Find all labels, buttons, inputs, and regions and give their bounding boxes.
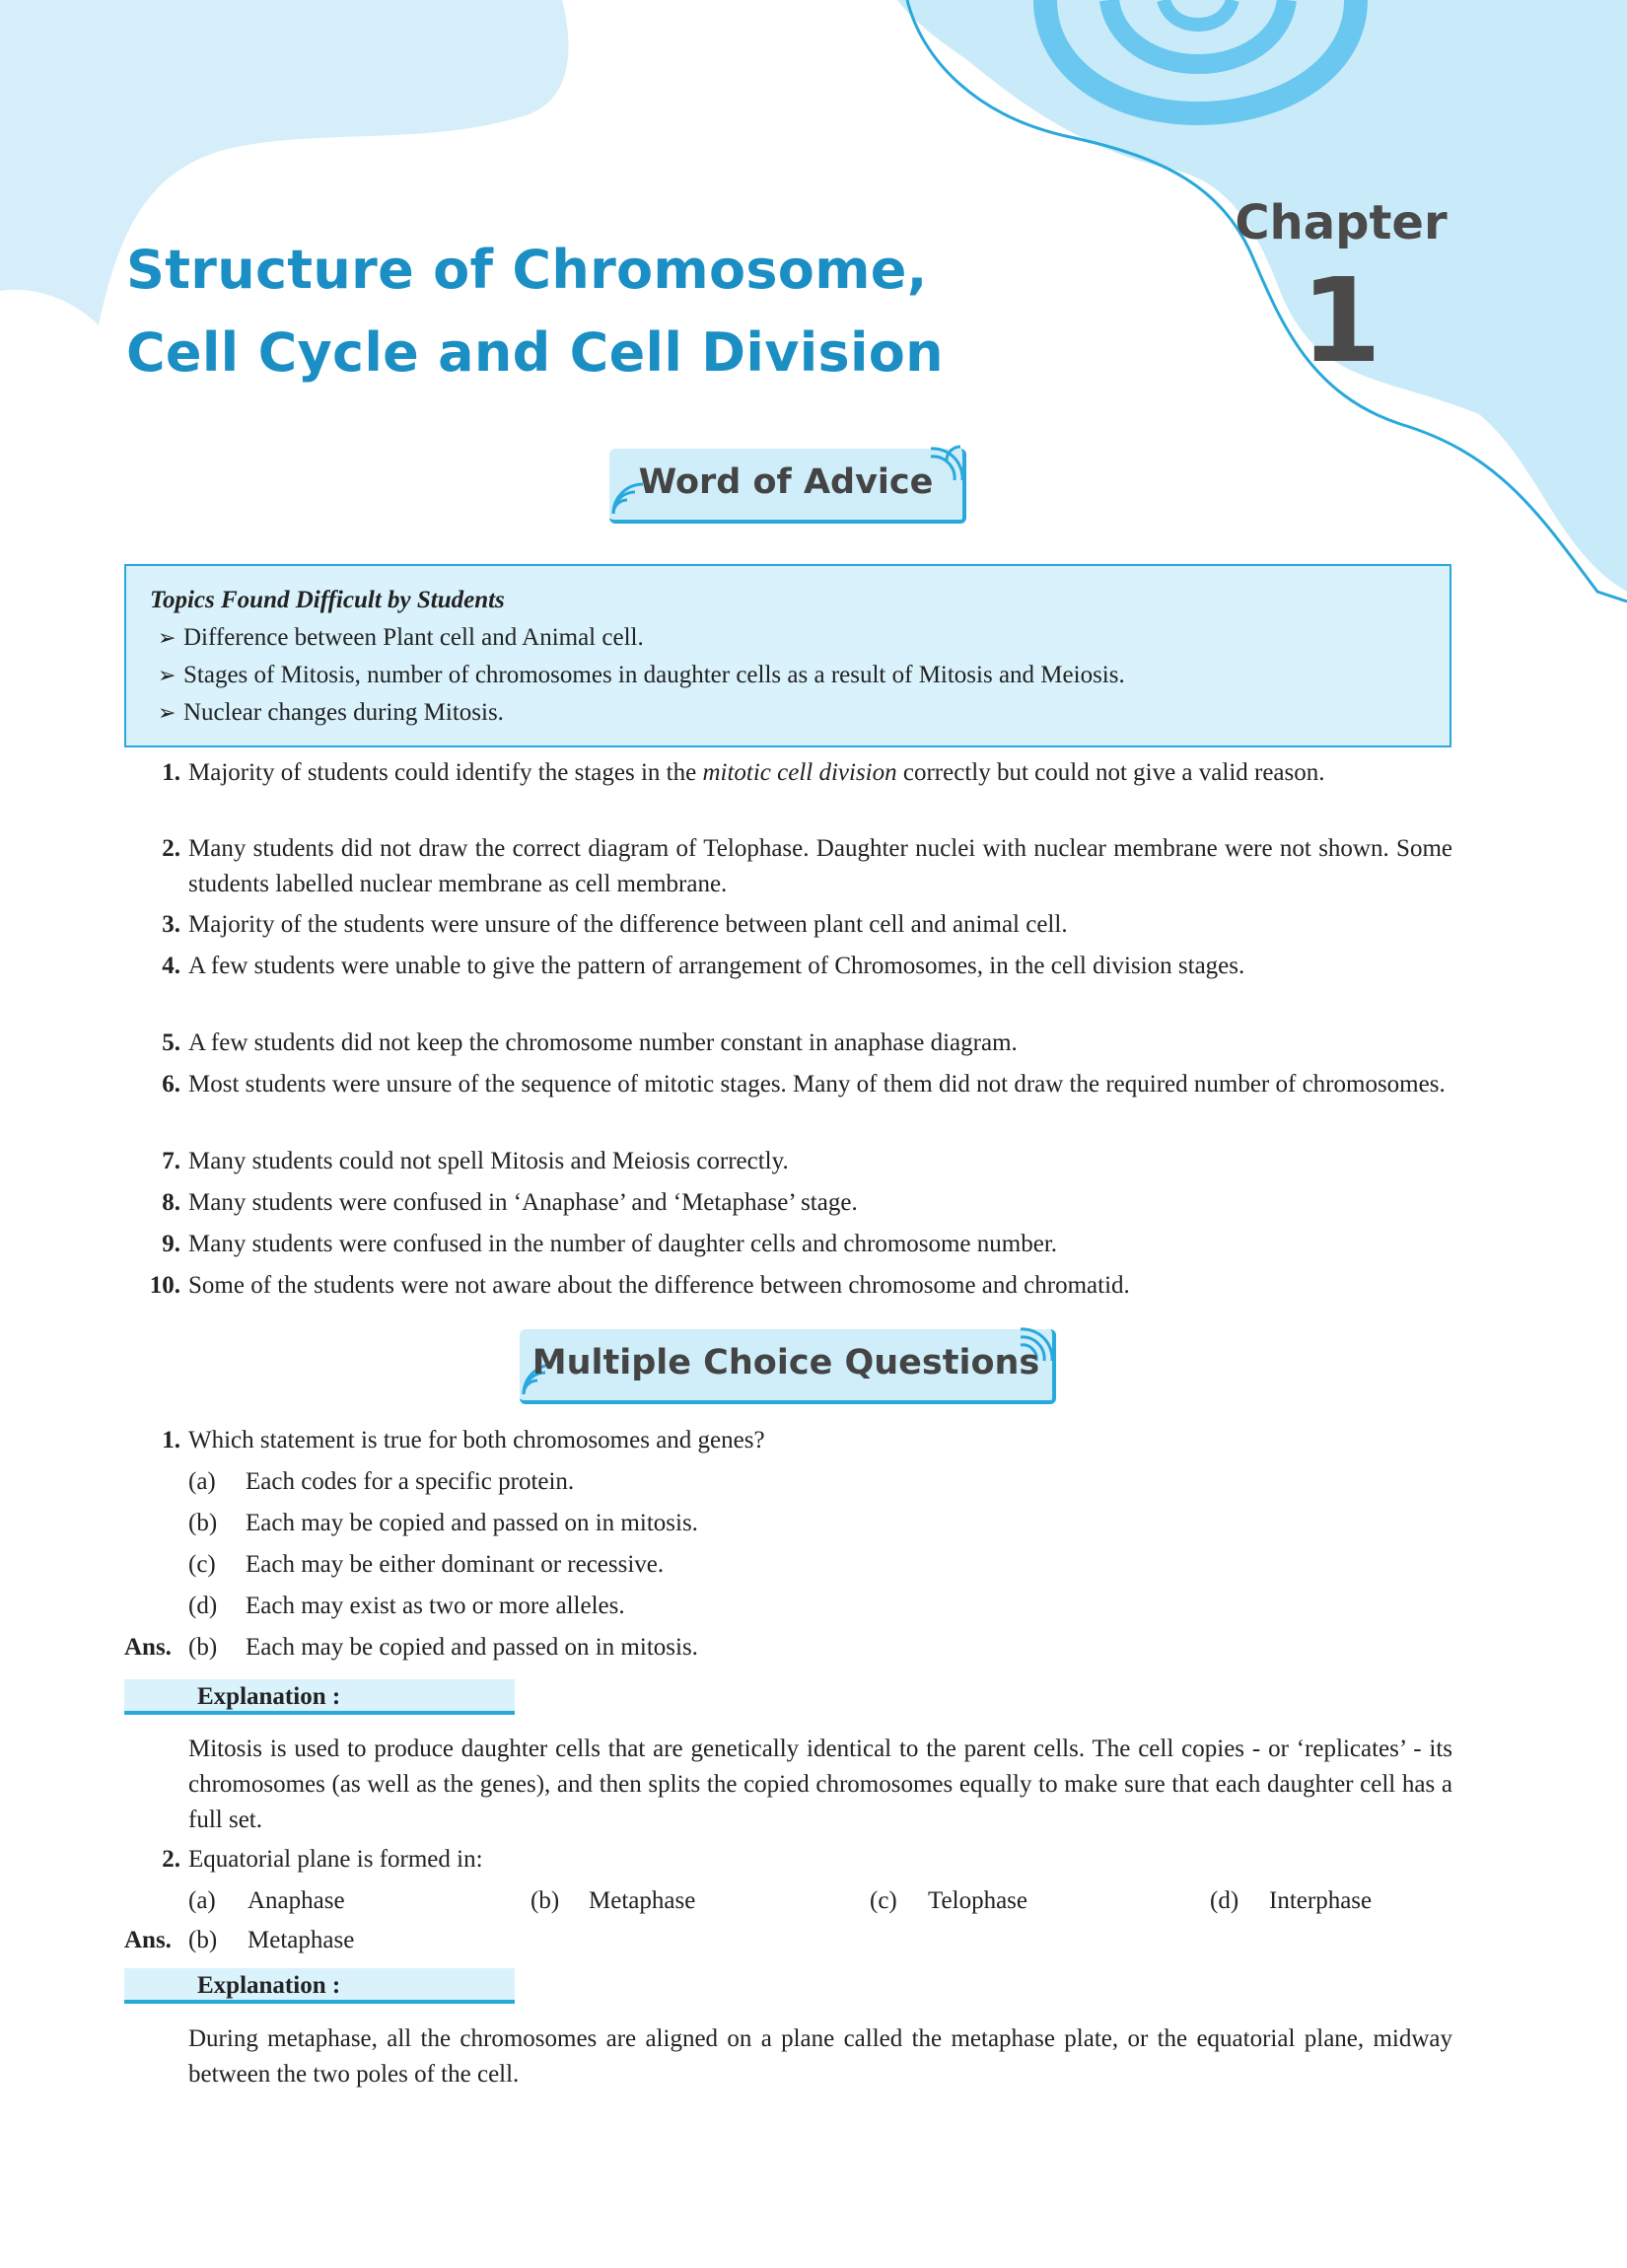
chapter-title-line2: Cell Cycle and Cell Division bbox=[126, 321, 944, 384]
q2-option-a: (a) bbox=[188, 1887, 216, 1914]
list-item: 8. Many students were confused in ‘Anaphase’ and ‘Metaphase’ stage. bbox=[162, 1189, 858, 1216]
topic-item: ➢ Nuclear changes during Mitosis. bbox=[150, 694, 1426, 732]
q2-answer-label: Ans. bbox=[124, 1927, 172, 1953]
q2-option-d: (d) bbox=[1210, 1887, 1239, 1914]
topic-item: ➢ Stages of Mitosis, number of chromosomes in daughter cells as a result of Mitosis and Meiosis. bbox=[150, 657, 1426, 694]
q2-explanation-text: During metaphase, all the chromosomes are aligned on a plane called the metaphase plate, or the equatorial plane, midway between the two poles of the cell. bbox=[188, 2025, 1452, 2088]
list-item: 4. A few students were unable to give the pattern of arrangement of Chromosomes, in the cell division stages. bbox=[162, 953, 1245, 979]
word-of-advice-banner bbox=[609, 449, 966, 524]
list-item: 1. Majority of students could identify the stages in the mitotic cell division correctly but could not give a valid reason. bbox=[162, 759, 1325, 786]
mcq-label: Multiple Choice Questions bbox=[531, 1343, 1040, 1382]
question-1: 1. Which statement is true for both chromosomes and genes? bbox=[162, 1427, 765, 1453]
topics-heading: Topics Found Difficult by Students bbox=[150, 587, 505, 613]
q1-explanation-label: Explanation : bbox=[124, 1679, 515, 1715]
list-item: 3. Majority of the students were unsure of the difference between plant cell and animal cell. bbox=[162, 911, 1068, 938]
chapter-title bbox=[126, 229, 1053, 394]
q2-answer-key: (b) bbox=[188, 1927, 218, 1953]
q1-option-c: (c) bbox=[188, 1551, 216, 1578]
q1-answer-key: (b) bbox=[188, 1634, 218, 1661]
q1-option-b-text: Each may be copied and passed on in mitosis. bbox=[246, 1510, 698, 1536]
list-item: 10. Some of the students were not aware about the difference between chromosome and chromatid. bbox=[149, 1272, 1130, 1299]
list-item: 9. Many students were confused in the number of daughter cells and chromosome number. bbox=[162, 1231, 1058, 1257]
list-item: 5. A few students did not keep the chromosome number constant in anaphase diagram. bbox=[162, 1029, 1018, 1056]
q1-answer-text: Each may be copied and passed on in mitosis. bbox=[246, 1634, 698, 1661]
chapter-number: 1 bbox=[1300, 252, 1382, 389]
chapter-label: Chapter bbox=[1235, 195, 1448, 250]
list-item: 2. Many students did not draw the correct diagram of Telophase. Daughter nuclei with nuclear membrane were not shown. Some students labelled nuclear membrane as cell membrane. bbox=[162, 835, 1452, 897]
q1-option-b: (b) bbox=[188, 1510, 218, 1536]
signal-waves-icon bbox=[927, 445, 966, 484]
q1-option-a-text: Each codes for a specific protein. bbox=[246, 1468, 575, 1495]
list-item: 7. Many students could not spell Mitosis and Meiosis correctly. bbox=[162, 1148, 789, 1174]
list-item: 6. Most students were unsure of the sequence of mitotic stages. Many of them did not draw the required number of chromosomes. bbox=[162, 1071, 1446, 1098]
q2-answer-text: Metaphase bbox=[248, 1927, 355, 1953]
q1-explanation-text: Mitosis is used to produce daughter cells that are genetically identical to the parent cells. The cell copies - or ‘replicates’ - its chromosomes (as well as the genes), and then splits the copied chromosomes equally to make sure that each daughter cell has a full set. bbox=[188, 1736, 1452, 1833]
q2-option-d-text: Interphase bbox=[1269, 1887, 1373, 1914]
q2-option-c-text: Telophase bbox=[928, 1887, 1027, 1914]
q1-option-d-text: Each may exist as two or more alleles. bbox=[246, 1593, 625, 1619]
q2-explanation-label: Explanation : bbox=[124, 1968, 515, 2004]
q1-option-c-text: Each may be either dominant or recessive. bbox=[246, 1551, 665, 1578]
topic-item: ➢ Difference between Plant cell and Animal cell. bbox=[150, 619, 1426, 657]
q2-option-b-text: Metaphase bbox=[589, 1887, 696, 1914]
q2-option-c: (c) bbox=[870, 1887, 897, 1914]
difficult-topics-box bbox=[124, 564, 1451, 747]
q1-option-a: (a) bbox=[188, 1468, 216, 1495]
chapter-title-line1: Structure of Chromosome, bbox=[126, 239, 928, 301]
q1-option-d: (d) bbox=[188, 1593, 218, 1619]
question-2: 2. Equatorial plane is formed in: bbox=[162, 1846, 483, 1873]
mcq-banner bbox=[520, 1329, 1056, 1404]
q1-answer-label: Ans. bbox=[124, 1634, 172, 1661]
q2-option-a-text: Anaphase bbox=[248, 1887, 345, 1914]
word-of-advice-label: Word of Advice bbox=[638, 462, 934, 502]
q2-option-b: (b) bbox=[531, 1887, 560, 1914]
